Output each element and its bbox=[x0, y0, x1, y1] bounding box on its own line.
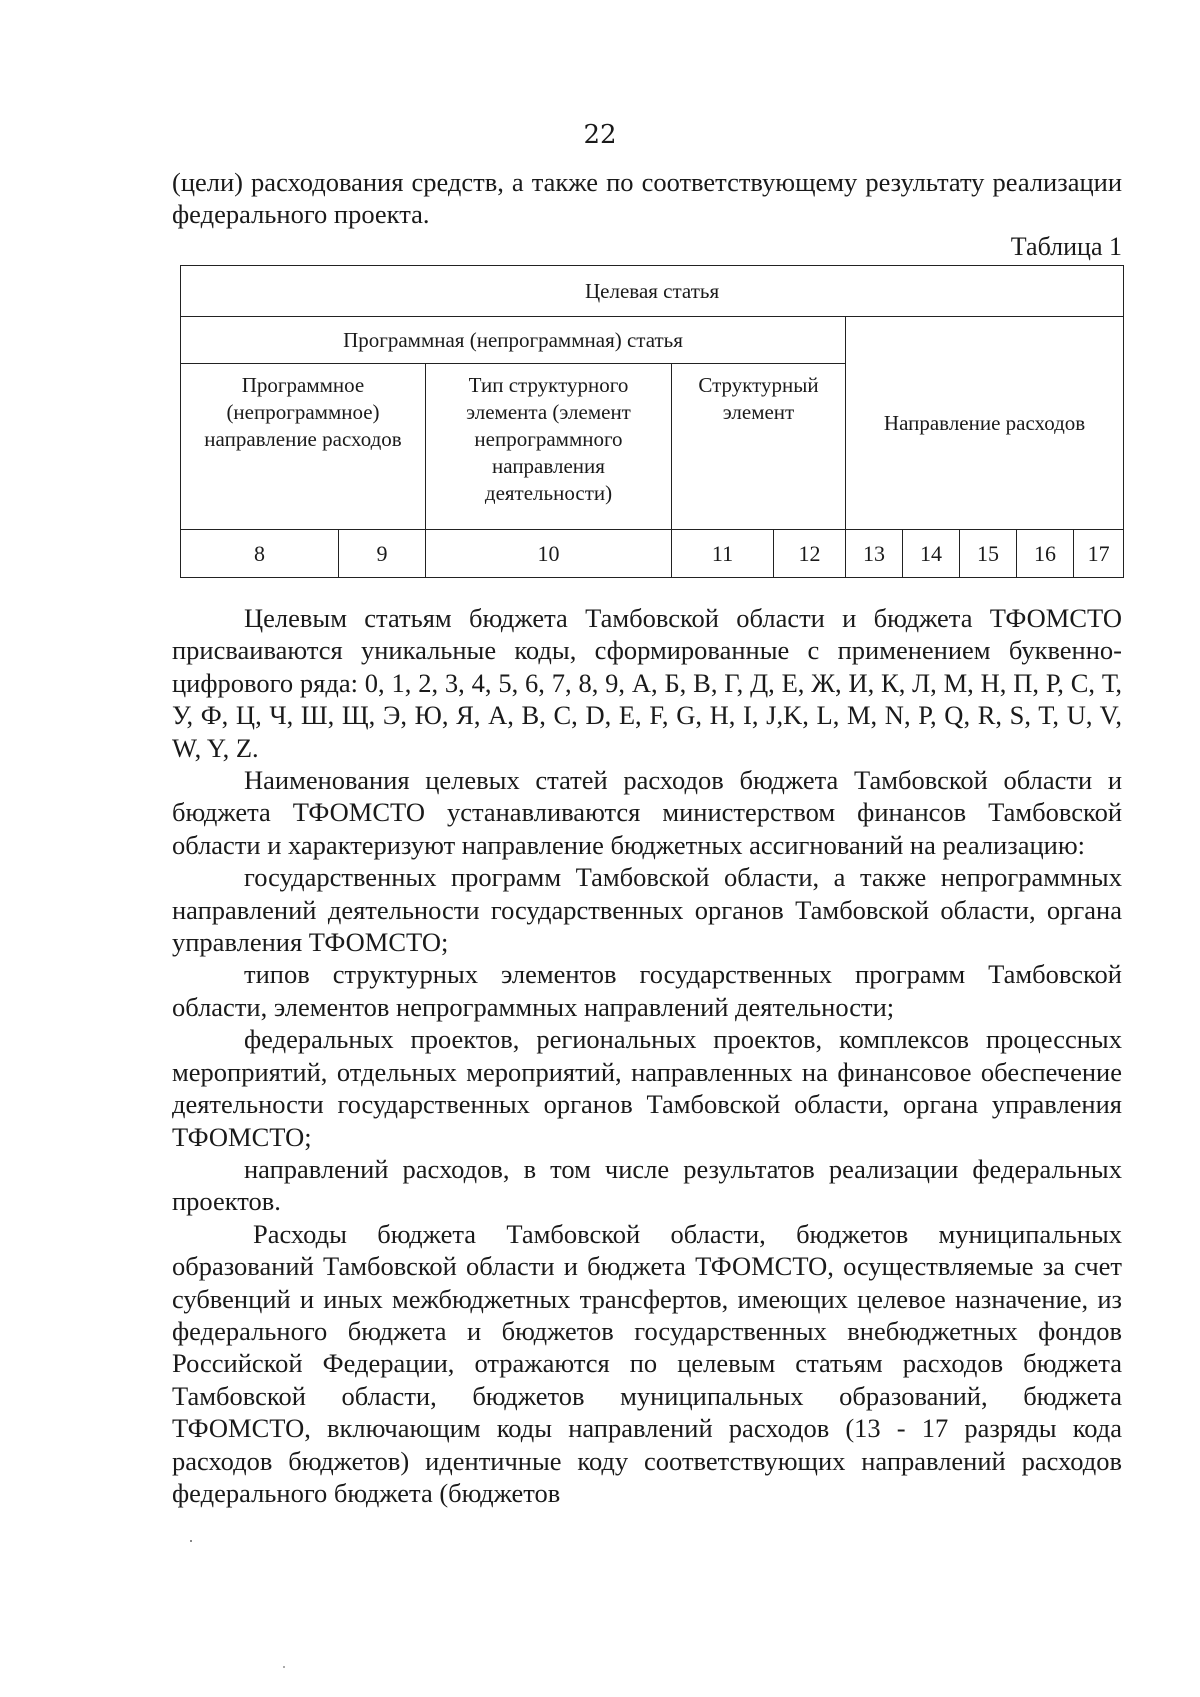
scan-speck bbox=[190, 1540, 192, 1542]
intro-paragraph bbox=[172, 166, 1122, 231]
digit-cell: 12 bbox=[774, 530, 846, 578]
header-program-article: Программная (непрограммная) статья bbox=[181, 317, 846, 364]
intro-text: (цели) расходования средств, а также по соответствующему результату реализации федерального проекта. bbox=[172, 167, 1122, 230]
digit-cell: 8 bbox=[181, 530, 339, 578]
digit-cell: 11 bbox=[672, 530, 774, 578]
digit-cell: 9 bbox=[339, 530, 426, 578]
header-target-article: Целевая статья bbox=[181, 266, 1124, 317]
digit-cell: 15 bbox=[960, 530, 1017, 578]
digit-cell: 10 bbox=[426, 530, 672, 578]
header-program-direction: Программное (непрограммное) направление расходов bbox=[181, 364, 426, 530]
table-caption: Таблица 1 bbox=[1010, 232, 1122, 261]
page-number: 22 bbox=[583, 120, 617, 150]
target-article-table bbox=[180, 265, 1124, 578]
digit-cell: 16 bbox=[1017, 530, 1074, 578]
digit-cell: 13 bbox=[846, 530, 903, 578]
paragraph-projects: федеральных проектов, региональных проектов, комплексов процессных мероприятий, отдельных мероприятий, направленных на финансовое обеспечение деятельности государственных органов Тамбовской области, органа управления ТФОМСТО; bbox=[172, 1024, 1122, 1152]
header-structural-element: Структурный элемент bbox=[672, 364, 846, 530]
digit-cell: 17 bbox=[1074, 530, 1124, 578]
paragraph-programs: государственных программ Тамбовской области, а также непрограммных направлений деятельности государственных органов Тамбовской области, органа управления ТФОМСТО; bbox=[172, 862, 1122, 958]
header-expense-direction: Направление расходов bbox=[846, 317, 1124, 530]
paragraph-structural-types: типов структурных элементов государственных программ Тамбовской области, элементов непрограммных направлений деятельности; bbox=[172, 959, 1122, 1022]
paragraph-names: Наименования целевых статей расходов бюджета Тамбовской области и бюджета ТФОМСТО устанавливаются министерством финансов Тамбовской области и характеризуют направление бюджетных ассигнований на реализацию: bbox=[172, 765, 1122, 860]
header-structural-type: Тип структурного элемента (элемент непрограммного направления деятельности) bbox=[426, 364, 672, 530]
digit-cell: 14 bbox=[903, 530, 960, 578]
scan-speck bbox=[283, 1666, 285, 1668]
paragraph-expenses: Расходы бюджета Тамбовской области, бюджетов муниципальных образований Тамбовской области и бюджета ТФОМСТО, осуществляемые за счет субвенций и иных межбюджетных трансфертов, имеющих целевое назначение, из федерального бюджета и бюджетов государственных внебюджетных фондов Российской Федерации, отражаются по целевым статьям расходов бюджета Тамбовской области, бюджетов муниципальных образований, бюджета ТФОМСТО, включающим коды направлений расходов (13 - 17 разряды кода расходов бюджетов) идентичные коду соответствующих направлений расходов федерального бюджета (бюджетов bbox=[172, 1218, 1122, 1508]
paragraph-codes: Целевым статьям бюджета Тамбовской области и бюджета ТФОМСТО присваиваются уникальные коды, сформированные с применением буквенно-цифрового ряда: 0, 1, 2, 3, 4, 5, 6, 7, 8, 9, А, Б, В, Г, Д, Е, Ж, И, К, Л, М, Н, П, Р, С, Т, У, Ф, Ц, Ч, Ш, Щ, Э, Ю, Я, A, B, C, D, E, F, G, H, I, J,K, L, M, N, P, Q, R, S, T, U, V, W, Y, Z. bbox=[172, 603, 1122, 763]
body-text bbox=[172, 602, 1122, 1509]
paragraph-directions: направлений расходов, в том числе результатов реализации федеральных проектов. bbox=[172, 1153, 1122, 1217]
